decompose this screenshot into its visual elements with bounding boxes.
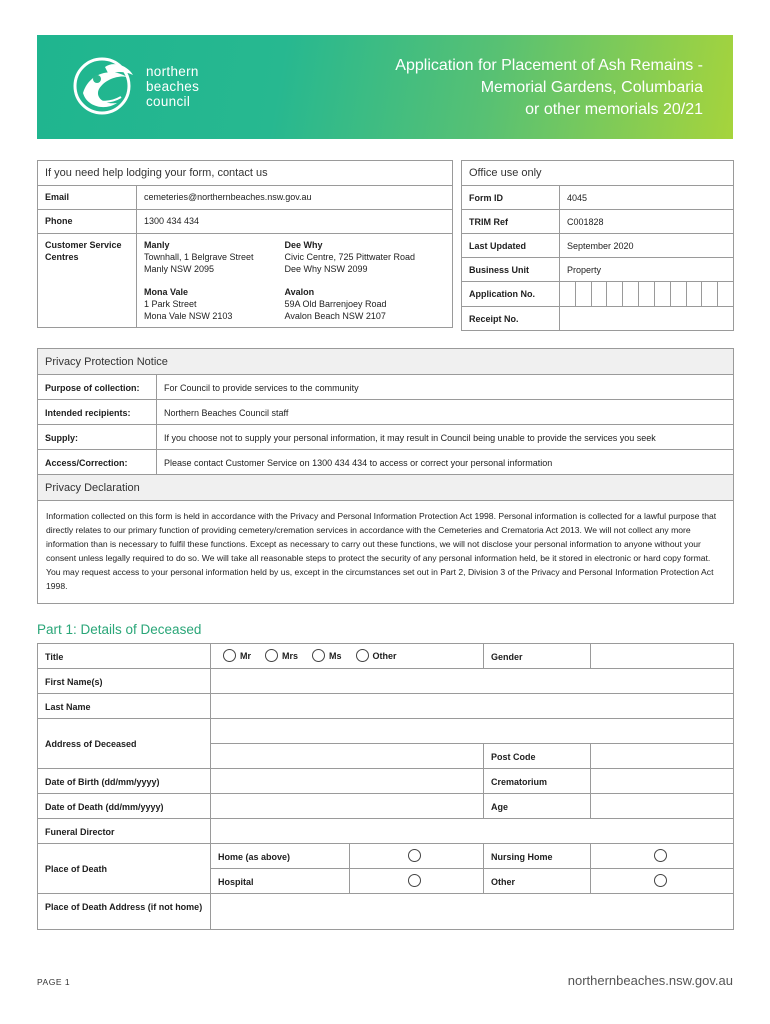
first-names-label: First Name(s) [38,669,211,694]
place-of-death-label: Place of Death [38,843,211,893]
radio-icon [265,649,278,662]
home-label: Home (as above) [211,843,350,868]
phone-value[interactable]: 1300 434 434 [137,210,453,234]
postcode-label: Post Code [484,743,591,768]
gender-input[interactable] [591,644,734,669]
centre-avalon: Avalon 59A Old Barrenjoey Road Avalon Beach NSW 2107 [278,281,453,328]
header-banner [37,35,733,139]
privacy-notice-table [37,348,734,604]
business-unit-value: Property [560,258,734,282]
form-id-label: Form ID [462,186,560,210]
title-option-other[interactable]: Other [356,649,397,662]
radio-icon [408,874,421,887]
part1-heading: Part 1: Details of Deceased [37,622,202,637]
title-option-mr[interactable]: Mr [223,649,251,662]
dob-label: Date of Birth (dd/mm/yyyy) [38,768,211,793]
centre-manly: Manly Townhall, 1 Belgrave Street Manly NSW 2095 [137,234,278,281]
trim-ref-value: C001828 [560,210,734,234]
form-id-value: 4045 [560,186,734,210]
purpose-label: Purpose of collection: [38,375,157,400]
supply-value: If you choose not to supply your personal information, it may result in Council being unable to provide the services you seek [157,425,734,450]
dod-label: Date of Death (dd/mm/yyyy) [38,793,211,818]
form-title: Application for Placement of Ash Remains - Memorial Gardens, Columbaria or other memorials 20/21 [395,57,703,118]
hospital-radio[interactable] [350,868,484,893]
purpose-value: For Council to provide services to the community [157,375,734,400]
last-updated-value: September 2020 [560,234,734,258]
help-heading: If you need help lodging your form, contact us [38,161,453,186]
other-place-radio[interactable] [591,868,734,893]
page-number: PAGE 1 [37,977,71,987]
title-label: Title [38,644,211,669]
radio-icon [223,649,236,662]
dod-input[interactable] [211,793,484,818]
age-input[interactable] [591,793,734,818]
place-address-label: Place of Death Address (if not home) [38,893,211,929]
supply-label: Supply: [38,425,157,450]
council-logo-icon [69,53,139,119]
receipt-no-label: Receipt No. [462,307,560,331]
centre-mona-vale: Mona Vale 1 Park Street Mona Vale NSW 2103 [137,281,278,328]
help-contact-table [37,160,453,328]
funeral-director-label: Funeral Director [38,818,211,843]
age-label: Age [484,793,591,818]
footer-url[interactable]: northernbeaches.nsw.gov.au [567,973,733,988]
centre-dee-why: Dee Why Civic Centre, 725 Pittwater Road Dee Why NSW 2099 [278,234,453,281]
crematorium-label: Crematorium [484,768,591,793]
privacy-heading: Privacy Protection Notice [38,349,734,375]
deceased-details-table [37,643,734,930]
funeral-director-input[interactable] [211,818,734,843]
email-label: Email [38,186,137,210]
other-place-label: Other [484,868,591,893]
radio-icon [408,849,421,862]
radio-icon [654,874,667,887]
last-name-input[interactable] [211,694,734,719]
phone-label: Phone [38,210,137,234]
office-use-table [461,160,734,331]
first-names-input[interactable] [211,669,734,694]
radio-icon [356,649,369,662]
nursing-home-radio[interactable] [591,843,734,868]
access-label: Access/Correction: [38,450,157,475]
hospital-label: Hospital [211,868,350,893]
radio-icon [654,849,667,862]
address-input[interactable] [211,719,734,744]
dob-input[interactable] [211,768,484,793]
office-heading: Office use only [462,161,734,186]
place-address-input[interactable] [211,893,734,929]
address-input-line2[interactable] [211,743,484,768]
last-name-label: Last Name [38,694,211,719]
application-no-label: Application No. [462,282,560,307]
recipients-value: Northern Beaches Council staff [157,400,734,425]
title-option-ms[interactable]: Ms [312,649,342,662]
centres-label: Customer Service Centres [38,234,137,328]
council-wordmark: northern beaches council [146,64,200,109]
last-updated-label: Last Updated [462,234,560,258]
business-unit-label: Business Unit [462,258,560,282]
gender-label: Gender [484,644,591,669]
email-value[interactable]: cemeteries@northernbeaches.nsw.gov.au [137,186,453,210]
application-no-field[interactable] [560,282,734,307]
trim-ref-label: TRIM Ref [462,210,560,234]
home-radio[interactable] [350,843,484,868]
crematorium-input[interactable] [591,768,734,793]
address-label: Address of Deceased [38,719,211,769]
title-option-mrs[interactable]: Mrs [265,649,298,662]
radio-icon [312,649,325,662]
receipt-no-field[interactable] [560,307,734,331]
title-options [211,644,484,669]
access-value: Please contact Customer Service on 1300 434 434 to access or correct your personal information [157,450,734,475]
nursing-home-label: Nursing Home [484,843,591,868]
privacy-declaration-heading: Privacy Declaration [38,475,734,501]
privacy-declaration-text: Information collected on this form is held in accordance with the Privacy and Personal Information Protection Act 1998. Personal information is collected for a lawful purpose that directly relates to our primary function of providing cemetery/cremation services in accordance with the Cemeteries and Crematoria Act 2013. We will not collect any more information than is necessary to fulfil these functions. Except as necessary to carry out these functions, we will not disclose your personal information to anyone without your consent unless legally required to do so. We will take all reasonable steps to protect the security of any personal information held, be it stored in electronic or hard copy format. You may request access to your personal information held by us, except in the circumstances set out in Part 2, Division 3 of the Privacy and Personal Information Protection Act 1998. [38,501,734,604]
recipients-label: Intended recipients: [38,400,157,425]
postcode-input[interactable] [591,743,734,768]
